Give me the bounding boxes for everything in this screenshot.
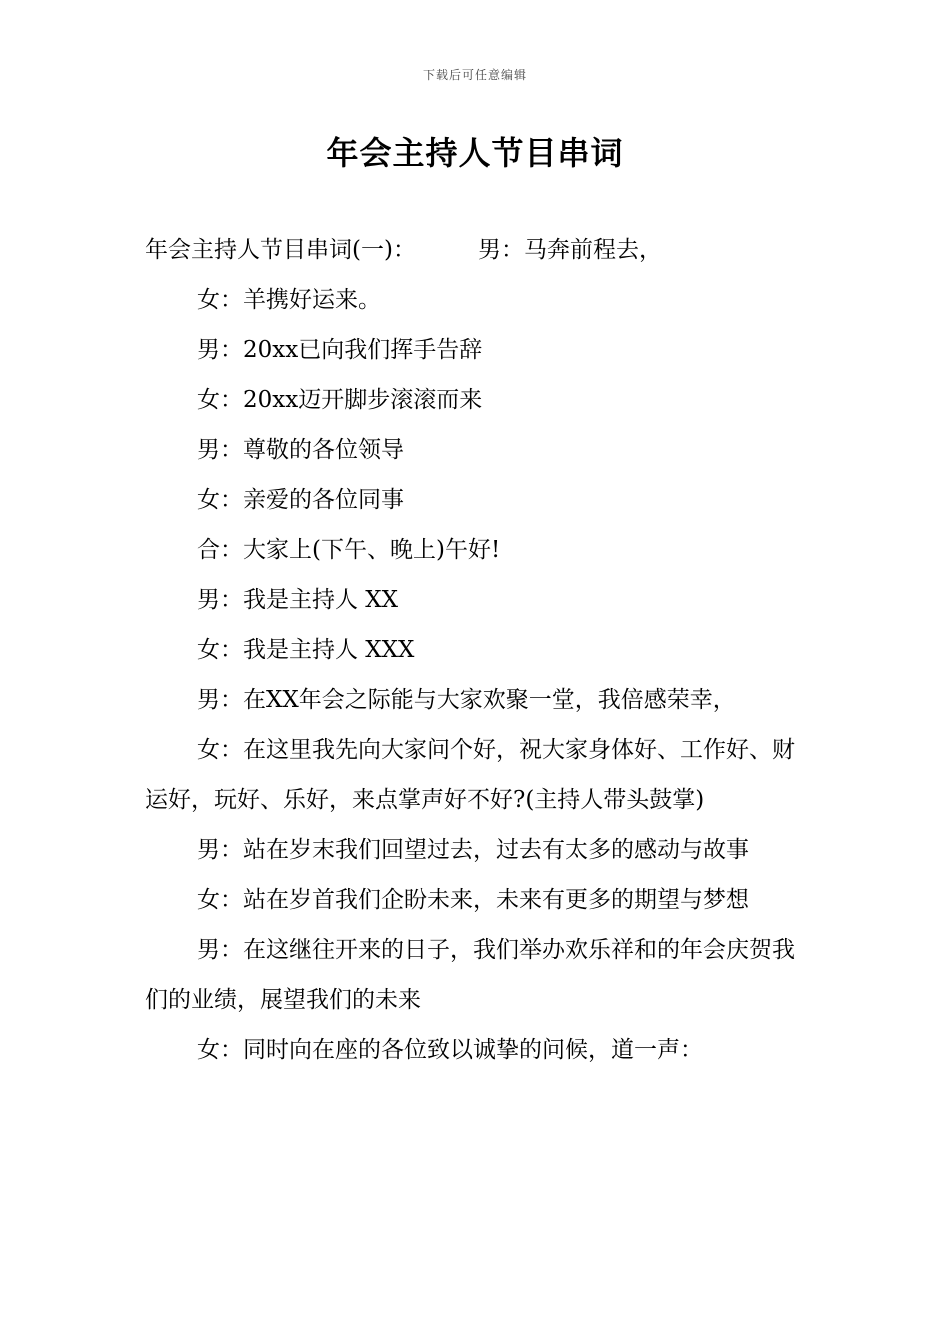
dialogue-line: 男：在XX年会之际能与大家欢聚一堂，我倍感荣幸，	[197, 687, 736, 713]
header-note: 下载后可任意编辑	[422, 68, 527, 82]
dialogue-line: 女：20xx迈开脚步滚滚而来	[197, 387, 483, 413]
document-title: 年会主持人节目串词	[326, 134, 624, 172]
dialogue-line: 男：20xx已向我们挥手告辞	[197, 337, 483, 363]
dialogue-line: 女：同时向在座的各位致以诚挚的问候，道一声：	[197, 1037, 703, 1063]
dialogue-line: 女：亲爱的各位同事	[197, 487, 404, 513]
first-paragraph	[145, 225, 810, 275]
dialogue-line: 女：在这里我先向大家问个好，祝大家身体好、工作好、财运好，玩好、乐好，来点掌声好不好?(主持人带头鼓掌)	[145, 737, 795, 813]
dialogue-line: 男：马奔前程去，	[477, 237, 662, 263]
section-heading: 年会主持人节目串词(一)：	[145, 237, 416, 263]
document-body	[145, 225, 810, 1075]
dialogue-line: 男：尊敬的各位领导	[197, 437, 404, 463]
dialogue-line: 女：羊携好运来。	[197, 287, 381, 313]
dialogue-line: 合：大家上(下午、晚上)午好!	[197, 537, 501, 563]
dialogue-line: 男：站在岁末我们回望过去，过去有太多的感动与故事	[197, 837, 749, 863]
dialogue-line: 女：站在岁首我们企盼未来，未来有更多的期望与梦想	[197, 887, 749, 913]
dialogue-line: 女：我是主持人 XXX	[197, 637, 415, 663]
dialogue-line: 男：我是主持人 XX	[197, 587, 399, 613]
dialogue-line: 男：在这继往开来的日子，我们举办欢乐祥和的年会庆贺我们的业绩，展望我们的未来	[145, 937, 795, 1013]
